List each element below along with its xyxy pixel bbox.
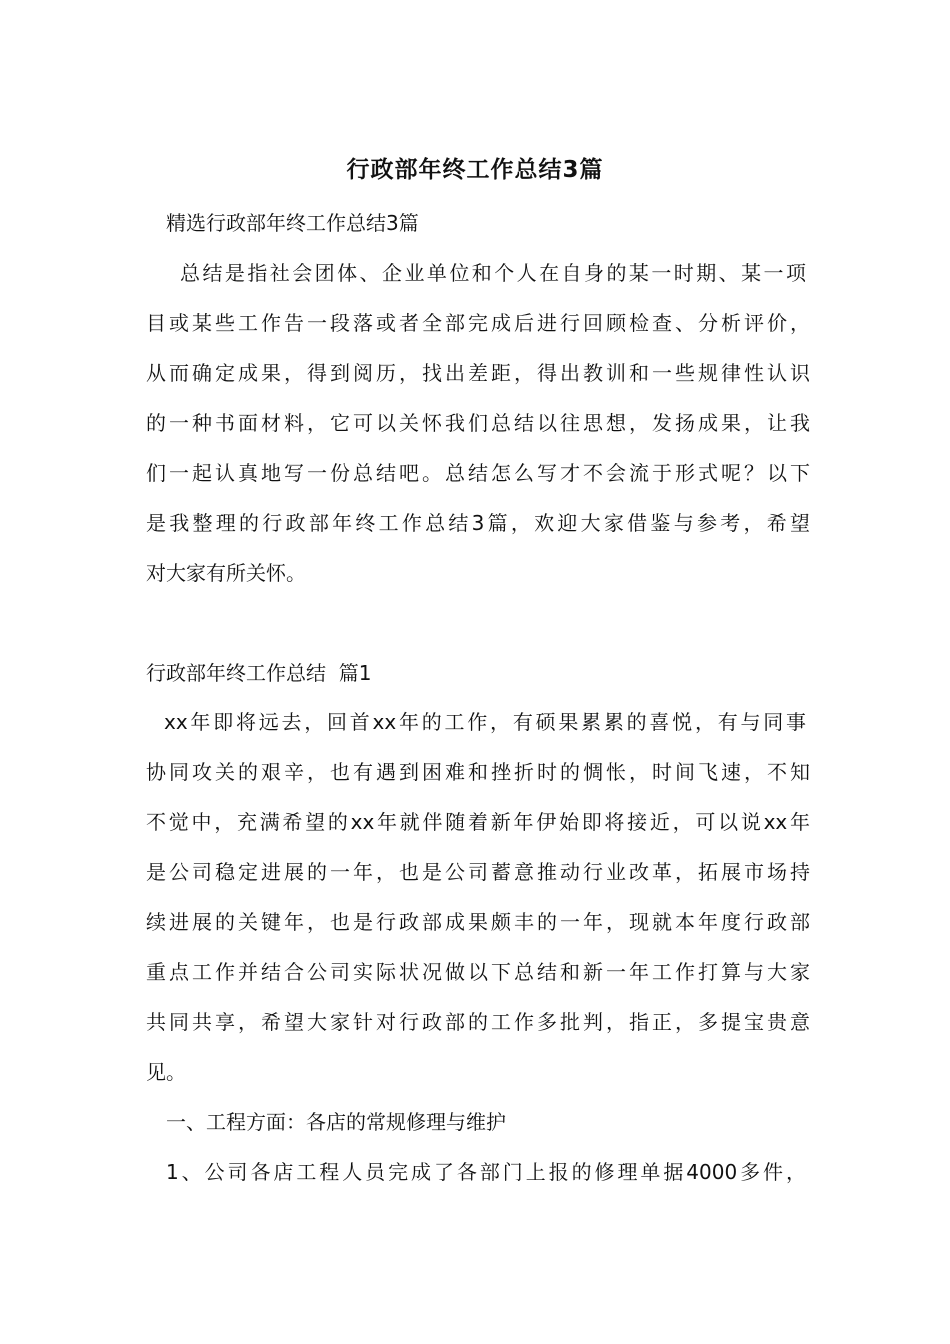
section-heading: 行政部年终工作总结 篇1 [146,661,372,685]
section-line: xx年即将远去，回首xx年的工作，有硕果累累的喜悦，有与同事 [164,710,806,734]
section-line: 续进展的关键年，也是行政部成果颇丰的一年，现就本年度行政部 [146,910,810,934]
section-line: 见。 [146,1060,186,1084]
item-heading: 一、工程方面：各店的常规修理与维护 [166,1110,506,1134]
intro-line: 总结是指社会团体、企业单位和个人在自身的某一时期、某一项 [180,261,806,285]
intro-line: 目或某些工作告一段落或者全部完成后进行回顾检查、分析评价， [146,311,810,335]
item-line: 1、公司各店工程人员完成了各部门上报的修理单据4000多件， [166,1160,806,1184]
section-line: 协同攻关的艰辛，也有遇到困难和挫折时的惆怅，时间飞速，不知 [146,760,810,784]
section-line: 不觉中，充满希望的xx年就伴随着新年伊始即将接近，可以说xx年 [146,810,810,834]
section-line: 是公司稳定进展的一年，也是公司蓄意推动行业改革，拓展市场持 [146,860,810,884]
intro-line: 是我整理的行政部年终工作总结3篇，欢迎大家借鉴与参考，希望 [146,511,810,535]
document-title: 行政部年终工作总结3篇 [346,157,604,183]
intro-line: 对大家有所关怀。 [146,561,306,585]
section-line: 重点工作并结合公司实际状况做以下总结和新一年工作打算与大家 [146,960,810,984]
intro-line: 的一种书面材料，它可以关怀我们总结以往思想，发扬成果，让我 [146,411,810,435]
section-line: 共同共享，希望大家针对行政部的工作多批判，指正，多提宝贵意 [146,1010,810,1034]
intro-line: 从而确定成果，得到阅历，找出差距，得出教训和一些规律性认识 [146,361,810,385]
intro-line: 们一起认真地写一份总结吧。总结怎么写才不会流于形式呢？以下 [146,461,810,485]
document-subtitle: 精选行政部年终工作总结3篇 [166,211,419,235]
